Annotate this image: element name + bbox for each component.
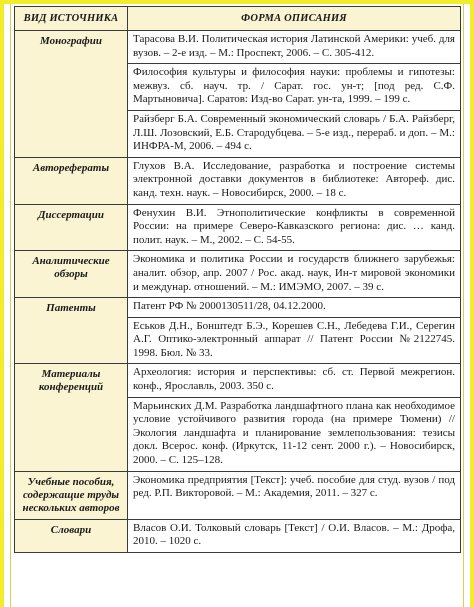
table-row (15, 251, 461, 298)
table-header-row (15, 7, 461, 31)
entries-cell (128, 31, 461, 158)
entries-cell (128, 298, 461, 364)
entry: Тарасова В.И. Политическая история Латинской Америки: учеб. для вузов. – 2-е изд. – М.: Проспект, 2006. – С. 305-412. (133, 33, 455, 59)
table-row (15, 31, 461, 158)
entry: Экономика и политика России и государств ближнего зарубежья: аналит. обзор, апр. 2007 / Рос. акад. наук, Ин-т мировой экономики и междунар. отношений. – М.: ИМЭМО, 2007. – 39 с. (133, 253, 455, 293)
entries-cell (128, 471, 461, 519)
source-type-abstracts: Авторефераты (15, 157, 128, 204)
source-type-patents: Патенты (15, 298, 128, 364)
entry: Еськов Д.Н., Бонштедт Б.Э., Корешев С.Н., Лебедева Г.И., Серегин А.Г. Оптико-электронный аппарат // Патент России №2122745. 1998. Бюл. № 33. (128, 317, 460, 364)
table-row (15, 519, 461, 552)
header-source-type: ВИД ИСТОЧНИКА (15, 7, 128, 31)
entries-cell (128, 251, 461, 298)
table-row (15, 157, 461, 204)
table-row (15, 364, 461, 471)
entry: Марьинских Д.М. Разработка ландшафтного плана как необходимое условие устойчивого развития города (на примере Тюмени) // Экология ландшафта и планирование землепользования: тезисы докл. Всерос. конф. (Иркутск, 11-12 сент. 2000 г.). – Новосибирск, 2000. – С. 125–128. (128, 397, 460, 471)
table-row (15, 471, 461, 519)
source-type-conference-materials: Материалы конференций (15, 364, 128, 471)
entry: Глухов В.А. Исследование, разработка и построение системы электронной доставки документов в библиотеке: Автореф. дис. канд. техн. наук. – Новосибирск, 2000. – 18 с. (133, 159, 455, 199)
table-row (15, 298, 461, 364)
source-type-textbooks: Учебные пособия, содержащие труды нескольких авторов (15, 471, 128, 519)
header-description-form: ФОРМА ОПИСАНИЯ (128, 7, 461, 31)
table-row (15, 204, 461, 251)
entries-cell (128, 204, 461, 251)
source-type-dissertations: Диссертации (15, 204, 128, 251)
entry: Райзберг Б.А. Современный экономический словарь / Б.А. Райзберг, Л.Ш. Лозовский, Е.Б. Стародубцева. – 5-е изд., перераб. и доп. – М.: ИНФРА-М, 2006. – 494 с. (128, 110, 460, 157)
source-type-dictionaries: Словари (15, 519, 128, 552)
source-type-monographs: Монографии (15, 31, 128, 158)
entry: Философия культуры и философия науки: проблемы и гипотезы: межвуз. сб. науч. тр. / Сарат. гос. ун-т; [под ред. С.Ф. Мартыновича]. Саратов: Изд-во Сарат. ун-та, 1999. – 199 с. (128, 63, 460, 110)
bibliography-table (14, 6, 461, 553)
entries-cell (128, 157, 461, 204)
entry: Фенухин В.И. Этнополитические конфликты в современной России: на примере Северо-Кавказского региона: дис. … канд. полит. наук. – М., 2002. – С. 54-55. (133, 206, 455, 246)
entry: Патент РФ № 2000130511/28, 04.12.2000. (133, 300, 326, 313)
entries-cell (128, 364, 461, 471)
entry: Археология: история и перспективы: сб. ст. Первой межрегион. конф., Ярославль, 2003. 350 с. (133, 366, 455, 393)
entry: Власов О.И. Толковый словарь [Текст] / О.И. Власов. – М.: Дрофа, 2010. – 1020 с. (133, 521, 455, 548)
entry: Экономика предприятия [Текст]: учеб. пособие для студ. вузов / под ред. Р.П. Викторовой. – М.: Академия, 2011. – 327 с. (133, 473, 455, 500)
entries-cell (128, 519, 461, 552)
source-type-analytical-reviews: Аналитические обзоры (15, 251, 128, 298)
